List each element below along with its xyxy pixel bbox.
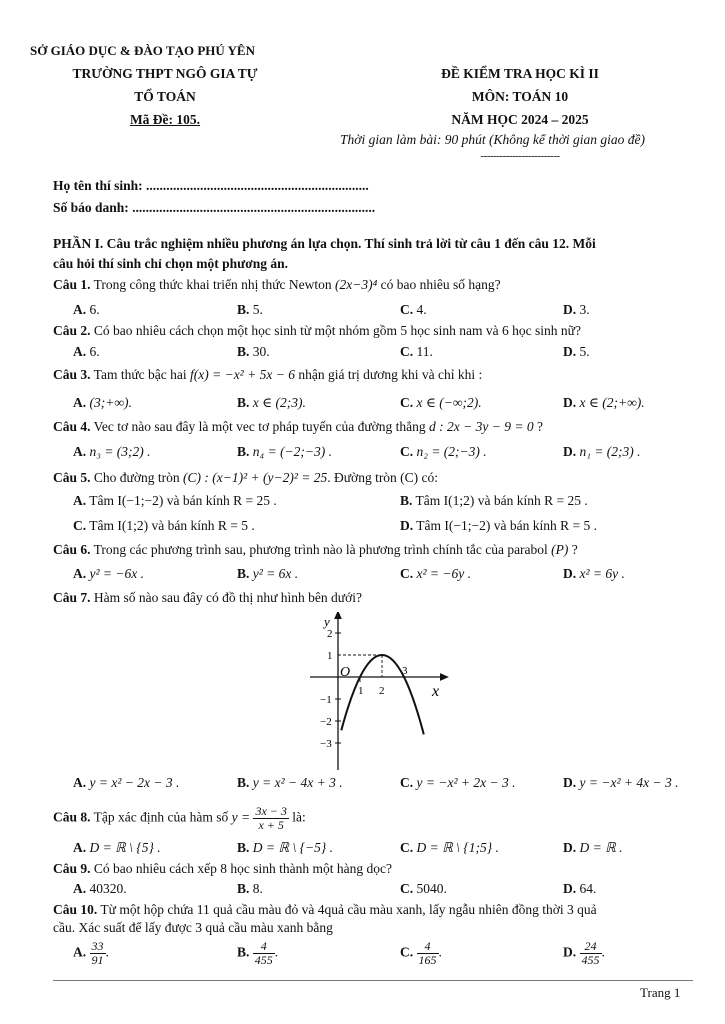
option-key: A.	[73, 566, 87, 581]
option-key: C.	[400, 840, 414, 855]
option-key: C.	[400, 444, 414, 459]
page-number: Trang 1	[640, 985, 681, 1000]
q1-option-c[interactable]	[400, 302, 427, 318]
q2-option-d[interactable]	[563, 344, 590, 360]
q4-option-c[interactable]	[400, 444, 487, 460]
question-text: Có bao nhiêu cách chọn một học sinh từ một nhóm gồm 5 học sinh nam và 6 học sinh nữ?	[90, 323, 581, 338]
option-value: y² = −6x .	[89, 566, 145, 581]
option-key: B.	[237, 344, 250, 359]
option-value: x² = 6y .	[579, 566, 625, 581]
option-value: 6.	[89, 302, 100, 317]
option-key: B.	[237, 840, 250, 855]
option-value: 4.	[416, 302, 427, 317]
option-key: A.	[73, 302, 87, 317]
x-axis-label: x	[432, 683, 440, 700]
header-divider: -------------------------	[480, 150, 560, 162]
question-text: Trong công thức khai triển nhị thức Newton	[90, 277, 335, 292]
question-3	[53, 367, 482, 383]
question-label: Câu 1.	[53, 277, 91, 292]
q9-option-c[interactable]	[400, 881, 447, 897]
q3-option-b[interactable]	[237, 395, 306, 411]
option-key: B.	[400, 493, 413, 508]
question-label: Câu 2.	[53, 323, 91, 338]
question-text: Có bao nhiêu cách xếp 8 học sinh thành một hàng dọc?	[90, 861, 392, 876]
question-label: Câu 8.	[53, 809, 91, 825]
question-text: Trong các phương trình sau, phương trình nào là phương trình chính tắc của parabol	[90, 542, 552, 557]
school-year: NĂM HỌC 2024 – 2025	[451, 112, 589, 127]
option-key: D.	[563, 881, 577, 896]
option-value: n₄ = (−2;−3) .	[252, 444, 333, 459]
option-key: A.	[73, 840, 87, 855]
option-key: B.	[237, 775, 250, 790]
question-label: Câu 5.	[53, 470, 91, 485]
option-value: 64.	[579, 881, 597, 896]
option-value: 11.	[416, 344, 433, 359]
option-value: y² = 6x .	[252, 566, 299, 581]
option-fraction	[90, 940, 106, 967]
question-label: Câu 7.	[53, 590, 91, 605]
q7-option-b[interactable]	[237, 775, 343, 791]
question-2	[53, 323, 581, 339]
q5-option-a[interactable]	[73, 493, 277, 509]
option-fraction	[580, 940, 602, 967]
option-value: n₃ = (3;2) .	[89, 444, 151, 459]
option-key: D.	[563, 302, 577, 317]
q3-option-d[interactable]	[563, 395, 645, 411]
q4-option-d[interactable]	[563, 444, 641, 460]
q5-option-c[interactable]	[73, 518, 255, 534]
q5-option-d[interactable]	[400, 518, 597, 534]
q6-option-a[interactable]	[73, 566, 144, 582]
option-value: y = x² − 4x + 3 .	[252, 775, 343, 790]
q4-option-b[interactable]	[237, 444, 332, 460]
option-key: B.	[237, 395, 250, 410]
option-key: D.	[563, 840, 577, 855]
option-value: Tâm I(−1;−2) và bán kính R = 5 .	[416, 518, 597, 533]
option-key: C.	[400, 775, 414, 790]
fraction-numerator: 3x − 3	[255, 804, 287, 818]
option-key: D.	[563, 344, 577, 359]
q8-option-b[interactable]	[237, 840, 333, 856]
option-key: B.	[237, 881, 250, 896]
exam-time: Thời gian làm bài: 90 phút (Không kể thời gian giao đề)	[340, 132, 646, 147]
question-6	[53, 542, 578, 558]
option-key: C.	[400, 881, 414, 896]
exam-subject: MÔN: TOÁN 10	[471, 89, 569, 104]
option-key: B.	[237, 566, 250, 581]
x-tick-label: 3	[402, 665, 408, 677]
fraction-denominator: 91	[91, 953, 104, 967]
question-tail: ?	[568, 542, 578, 557]
option-value: y = x² − 2x − 3 .	[89, 775, 180, 790]
question-math: (2x−3)⁴	[335, 277, 378, 292]
option-value: y = −x² + 2x − 3 .	[416, 775, 516, 790]
option-value: 5.	[252, 302, 263, 317]
option-key: A.	[73, 775, 87, 790]
question-8	[53, 805, 306, 832]
q4-option-a[interactable]	[73, 444, 151, 460]
student-id-field: Số báo danh: ........................................................................	[53, 200, 376, 215]
question-7	[53, 590, 362, 606]
question-label: Câu 9.	[53, 861, 91, 876]
question-label: Câu 4.	[53, 419, 91, 434]
x-tick-label: 1	[358, 685, 364, 697]
exam-title: ĐỀ KIỂM TRA HỌC KÌ II	[441, 66, 599, 81]
option-value: n₁ = (2;3) .	[579, 444, 641, 459]
option-key: C.	[400, 344, 414, 359]
question-text: Từ một hộp chứa 11 quả cầu màu đỏ và 4quả cầu màu xanh, lấy ngẫu nhiên đồng thời 3 quả	[97, 902, 597, 917]
question-math: (P)	[551, 542, 569, 557]
y-tick-label: 1	[327, 650, 333, 662]
q9-option-d[interactable]	[563, 881, 596, 897]
part1-title-cont: câu hỏi thí sinh chỉ chọn một phương án.	[53, 256, 289, 271]
q3-option-c[interactable]	[400, 395, 482, 411]
option-value: n₂ = (2;−3) .	[416, 444, 487, 459]
option-key: D.	[563, 944, 577, 960]
option-value: x ∈ (−∞;2).	[416, 395, 482, 410]
question-math: (C) : (x−1)² + (y−2)² = 25	[182, 470, 328, 485]
fraction-denominator: 455	[581, 953, 600, 967]
student-name-field: Họ tên thí sinh: ..................................................................	[53, 178, 369, 193]
y-tick-label: −1	[320, 694, 332, 706]
q3-option-a[interactable]	[73, 395, 132, 411]
option-key: D.	[563, 566, 577, 581]
question-10	[53, 902, 597, 918]
option-value: x ∈ (2;3).	[252, 395, 306, 410]
q8-option-a[interactable]	[73, 840, 161, 856]
question-label: Câu 6.	[53, 542, 91, 557]
option-value: 3.	[579, 302, 590, 317]
fraction-numerator: 4	[253, 940, 275, 954]
question-tail: có bao nhiêu số hạng?	[377, 277, 501, 292]
q2-option-b[interactable]	[237, 344, 270, 360]
question-text: Hàm số nào sau đây có đồ thị như hình bên dưới?	[90, 590, 362, 605]
fraction-numerator: 24	[580, 940, 602, 954]
option-key: D.	[563, 395, 577, 410]
question-math: f(x) = −x² + 5x − 6	[189, 367, 295, 382]
option-fraction	[417, 940, 439, 967]
option-key: C.	[400, 566, 414, 581]
parabola-graph	[300, 612, 450, 772]
q7-option-d[interactable]	[563, 775, 678, 791]
y-tick-label: 2	[327, 628, 333, 640]
exam-code: Mã Đề: 105.	[129, 112, 201, 127]
option-key: A.	[73, 395, 87, 410]
q10-option-d[interactable]: D. $\frac{24}{455}$ .	[563, 939, 605, 967]
question-text: Tập xác định của hàm số	[90, 809, 232, 825]
fraction-denominator: 165	[418, 953, 437, 967]
question-label: Câu 3.	[53, 367, 91, 382]
option-key: C.	[400, 302, 414, 317]
origin-label: O	[340, 665, 351, 680]
question-math: d : 2x − 3y − 9 = 0	[429, 419, 534, 434]
option-value: D = ℝ \ {−5} .	[252, 840, 333, 855]
question-tail: nhận giá trị dương khi và chỉ khi :	[294, 367, 483, 382]
school-name: TRƯỜNG THPT NGÔ GIA TỰ	[72, 66, 258, 81]
q6-option-b[interactable]	[237, 566, 298, 582]
y-axis-label: y	[324, 614, 330, 629]
option-key: C.	[400, 395, 414, 410]
q10-option-c[interactable]: C. $\frac{4}{165}$ .	[400, 939, 442, 967]
q6-option-d[interactable]	[563, 566, 625, 582]
function-prefix: y =	[231, 809, 251, 825]
q10-option-b[interactable]: B. $\frac{4}{455}$ .	[237, 939, 279, 967]
option-key: B.	[237, 444, 250, 459]
question-9	[53, 861, 392, 877]
option-key: B.	[237, 302, 250, 317]
option-value: 30.	[252, 344, 270, 359]
option-value: D = ℝ \ {5} .	[89, 840, 161, 855]
question-5	[53, 470, 438, 486]
question-tail: ?	[533, 419, 543, 434]
option-key: A.	[73, 944, 87, 960]
question-1	[53, 277, 501, 293]
option-value: x ∈ (2;+∞).	[579, 395, 645, 410]
option-value: Tâm I(−1;−2) và bán kính R = 25 .	[89, 493, 277, 508]
q10-option-a[interactable]: A. $\frac{33}{91}$ .	[73, 939, 109, 967]
option-value: 8.	[252, 881, 263, 896]
q9-option-b[interactable]	[237, 881, 263, 897]
fraction-numerator: 33	[91, 939, 104, 953]
option-value: Tâm I(1;2) và bán kính R = 25 .	[415, 493, 588, 508]
function-fraction	[253, 805, 288, 832]
y-tick-label: −2	[320, 716, 332, 728]
q7-option-c[interactable]	[400, 775, 515, 791]
option-value: 40320.	[89, 881, 127, 896]
fraction-denominator: 455	[254, 953, 273, 967]
q6-option-c[interactable]	[400, 566, 471, 582]
option-fraction	[253, 940, 275, 967]
question-4	[53, 419, 543, 435]
x-tick-label: 2	[379, 685, 385, 697]
q1-option-d[interactable]	[563, 302, 590, 318]
option-value: 5040.	[416, 881, 447, 896]
question-tail: . Đường tròn (C) có:	[327, 470, 439, 485]
q9-option-a[interactable]	[73, 881, 127, 897]
q7-option-a[interactable]	[73, 775, 179, 791]
question-text: Vec tơ nào sau đây là một vec tơ pháp tuyến của đường thẳng	[90, 419, 430, 434]
q2-option-a[interactable]	[73, 344, 100, 360]
q2-option-c[interactable]	[400, 344, 433, 360]
q8-option-c[interactable]	[400, 840, 499, 856]
group-name: TỔ TOÁN	[134, 89, 196, 104]
option-value: 5.	[579, 344, 590, 359]
y-tick-label: −3	[320, 738, 332, 750]
option-key: D.	[563, 444, 577, 459]
option-value: y = −x² + 4x − 3 .	[579, 775, 679, 790]
option-value: 6.	[89, 344, 100, 359]
question-text: Cho đường tròn	[90, 470, 183, 485]
option-value: (3;+∞).	[89, 395, 132, 410]
option-key: A.	[73, 444, 87, 459]
option-value: x² = −6y .	[416, 566, 472, 581]
option-value: D = ℝ \ {1;5} .	[416, 840, 499, 855]
fraction-numerator: 4	[417, 940, 439, 954]
fraction-denominator: x + 5	[258, 818, 284, 832]
option-key: D.	[400, 518, 414, 533]
option-key: B.	[237, 944, 250, 960]
option-value: Tâm I(1;2) và bán kính R = 5 .	[89, 518, 255, 533]
part1-title: PHẦN I. Câu trắc nghiệm nhiều phương án lựa chọn. Thí sinh trả lời từ câu 1 đến câu 12. Mỗi	[53, 236, 596, 251]
q1-option-b[interactable]	[237, 302, 263, 318]
option-key: A.	[73, 344, 87, 359]
option-value: D = ℝ .	[579, 840, 623, 855]
q1-option-a[interactable]	[73, 302, 100, 318]
option-key: C.	[400, 944, 414, 960]
department-name: SỞ GIÁO DỤC & ĐÀO TẠO PHÚ YÊN	[30, 43, 255, 58]
option-key: C.	[73, 518, 87, 533]
q8-option-d[interactable]	[563, 840, 623, 856]
option-key: A.	[73, 493, 87, 508]
footer-rule	[53, 980, 693, 981]
question-text: Tam thức bậc hai	[90, 367, 190, 382]
q5-option-b[interactable]	[400, 493, 588, 509]
option-key: A.	[73, 881, 87, 896]
question-tail: là:	[288, 809, 306, 825]
question-label: Câu 10.	[53, 902, 98, 917]
question-10-cont: cầu. Xác suất để lấy được 3 quả cầu màu xanh bằng	[53, 920, 333, 935]
option-key: D.	[563, 775, 577, 790]
